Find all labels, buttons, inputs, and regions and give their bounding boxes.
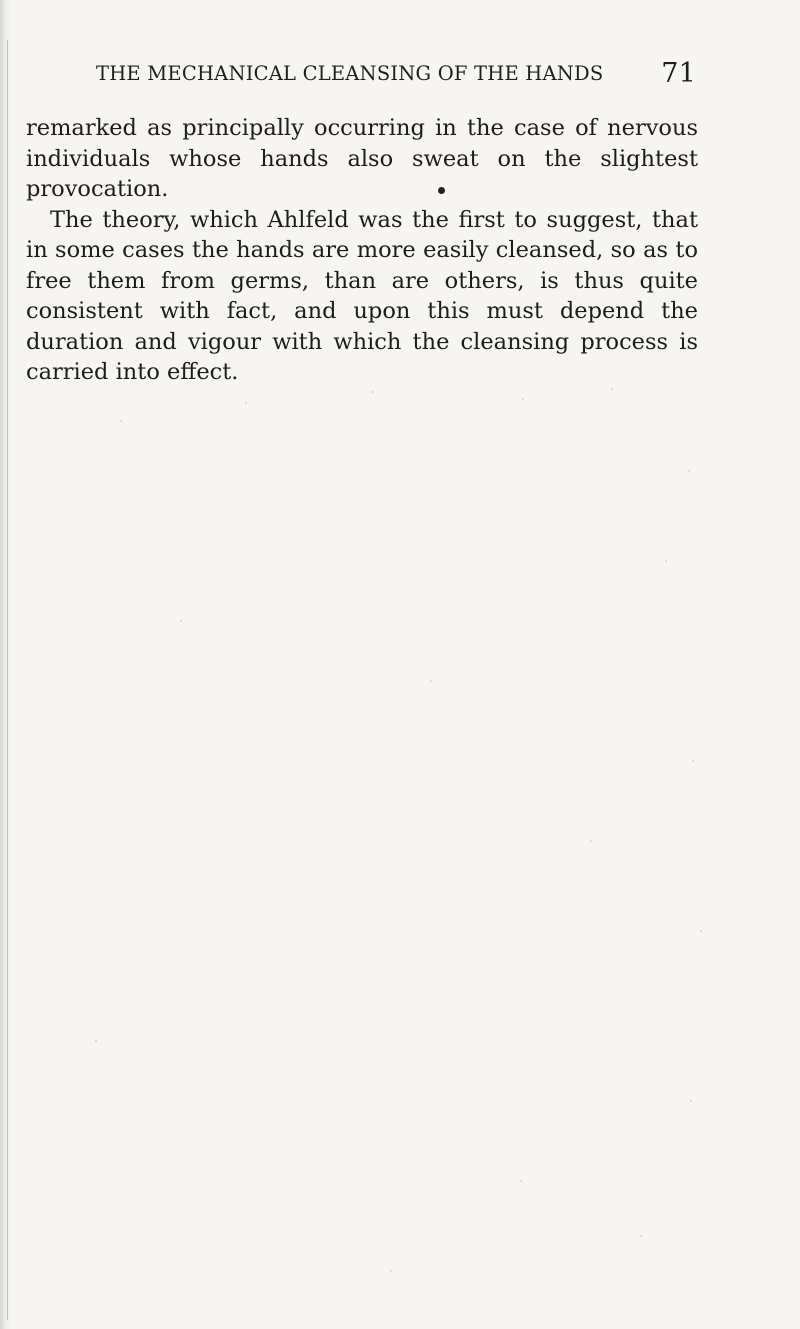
- speck: [120, 420, 122, 422]
- running-head-title: THE MECHANICAL CLEANSING OF THE HANDS: [96, 62, 604, 85]
- page-binding-edge: [0, 0, 12, 1329]
- speck: [665, 560, 667, 562]
- speck: [640, 1235, 642, 1237]
- speck: [690, 1100, 692, 1102]
- speck: [688, 470, 690, 472]
- speck: [692, 760, 694, 762]
- paragraph-2: The theory, which Ahlfeld was the first to suggest, that in some cases the hands are more easily cleansed, so as to free them from germs, than are others, is thus quite consistent with fact, and upon this must depend the duration and vigour with which the cleansing process is carried into effect.: [26, 206, 698, 385]
- speck: [245, 402, 247, 404]
- speck: [390, 1270, 392, 1272]
- paragraph-1: remarked as principally occurring in the case of nervous individuals whose hands also sweat on the slightest provocation.: [26, 115, 698, 202]
- speck: [700, 930, 702, 932]
- speck: [520, 1180, 522, 1182]
- speck: [522, 398, 524, 400]
- speck: [95, 1040, 97, 1042]
- body-text: [26, 113, 698, 388]
- running-head: [96, 58, 696, 92]
- speck: [372, 391, 374, 393]
- gutter-line: [7, 40, 8, 1320]
- speck: [180, 620, 182, 622]
- speck: [430, 680, 432, 682]
- speck: [611, 388, 613, 390]
- speck: [590, 840, 592, 842]
- page-number: 71: [661, 58, 696, 89]
- ink-dot: [438, 187, 445, 194]
